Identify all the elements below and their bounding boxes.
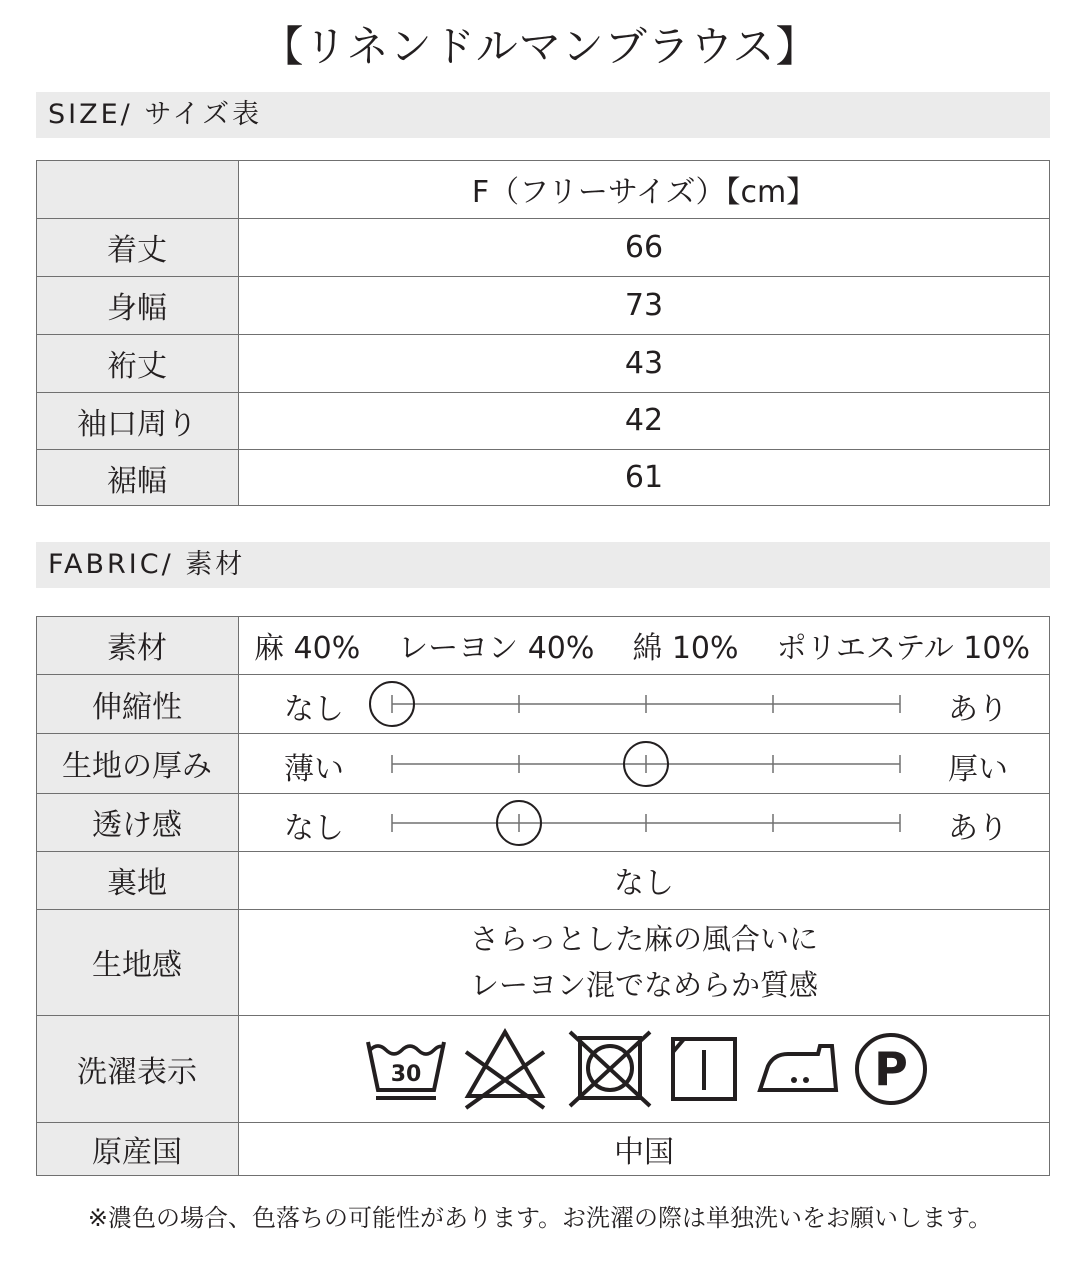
wash-30-gentle-icon <box>364 1034 448 1104</box>
texture-description <box>238 909 1050 1015</box>
thickness-label: 生地の厚み <box>36 733 238 793</box>
sheerness-label: 透け感 <box>36 793 238 851</box>
table-divider <box>238 616 239 1176</box>
dry-clean-p-icon <box>852 1030 930 1108</box>
size-section-heading: SIZE/ サイズ表 <box>36 92 1050 138</box>
texture-line: レーヨン混でなめらか質感 <box>469 968 818 1002</box>
size-row-value: 42 <box>624 403 664 438</box>
sheerness-min-label: なし <box>284 811 344 846</box>
origin-label: 原産国 <box>36 1122 238 1175</box>
table-divider <box>36 909 1050 910</box>
no-bleach-icon <box>462 1026 548 1110</box>
table-border <box>1049 616 1050 1176</box>
table-border <box>36 616 37 1176</box>
thickness-min-label: 薄い <box>284 752 344 787</box>
size-row-value: 61 <box>624 460 664 495</box>
table-divider <box>36 851 1050 852</box>
table-divider <box>36 733 1050 734</box>
no-tumble-dry-icon <box>566 1030 654 1108</box>
table-border <box>36 616 1050 617</box>
material-label: 素材 <box>36 616 238 674</box>
size-row-label: 裄丈 <box>36 334 238 392</box>
table-divider <box>36 793 1050 794</box>
table-border <box>36 1175 1050 1176</box>
material-part: レーヨン 40% <box>398 631 595 666</box>
lining-value: なし <box>614 866 674 901</box>
table-divider <box>36 674 1050 675</box>
fabric-section-heading: FABRIC/ 素材 <box>36 542 1050 588</box>
material-part: 麻 40% <box>254 631 361 666</box>
size-row-label: 裾幅 <box>36 449 238 506</box>
line-dry-icon <box>670 1036 738 1102</box>
texture-line: さらっとした麻の風合いに <box>469 922 818 956</box>
size-column-header: F（フリーサイズ）【cm】 <box>471 175 817 210</box>
origin-value: 中国 <box>614 1134 674 1170</box>
size-row-label: 袖口周り <box>36 392 238 449</box>
page-title: 【リネンドルマンブラウス】 <box>261 22 819 71</box>
stretch-label: 伸縮性 <box>36 674 238 733</box>
low-iron-icon <box>756 1040 840 1096</box>
table-divider <box>36 1122 1050 1123</box>
size-row-value: 43 <box>624 345 664 381</box>
sheerness-max-label: あり <box>948 811 1008 846</box>
thickness-max-label: 厚い <box>948 752 1008 787</box>
texture-label: 生地感 <box>36 909 238 1015</box>
material-part: ポリエステル 10% <box>776 631 1030 666</box>
material-part: 綿 10% <box>632 631 739 666</box>
care-label: 洗濯表示 <box>36 1015 238 1122</box>
table-divider <box>36 1015 1050 1016</box>
size-row-value: 66 <box>624 229 664 265</box>
lining-label: 裏地 <box>36 851 238 909</box>
footnote: ※濃色の場合、色落ちの可能性があります。お洗濯の際は単独洗いをお願いします。 <box>87 1204 993 1232</box>
size-row-value: 73 <box>624 287 664 323</box>
size-row-label: 身幅 <box>36 276 238 334</box>
stretch-max-label: あり <box>948 692 1008 727</box>
stretch-min-label: なし <box>284 692 344 727</box>
size-row-label: 着丈 <box>36 218 238 276</box>
drycleaning-letter: P <box>874 1042 908 1096</box>
wash-temperature: 30 <box>390 1062 422 1087</box>
